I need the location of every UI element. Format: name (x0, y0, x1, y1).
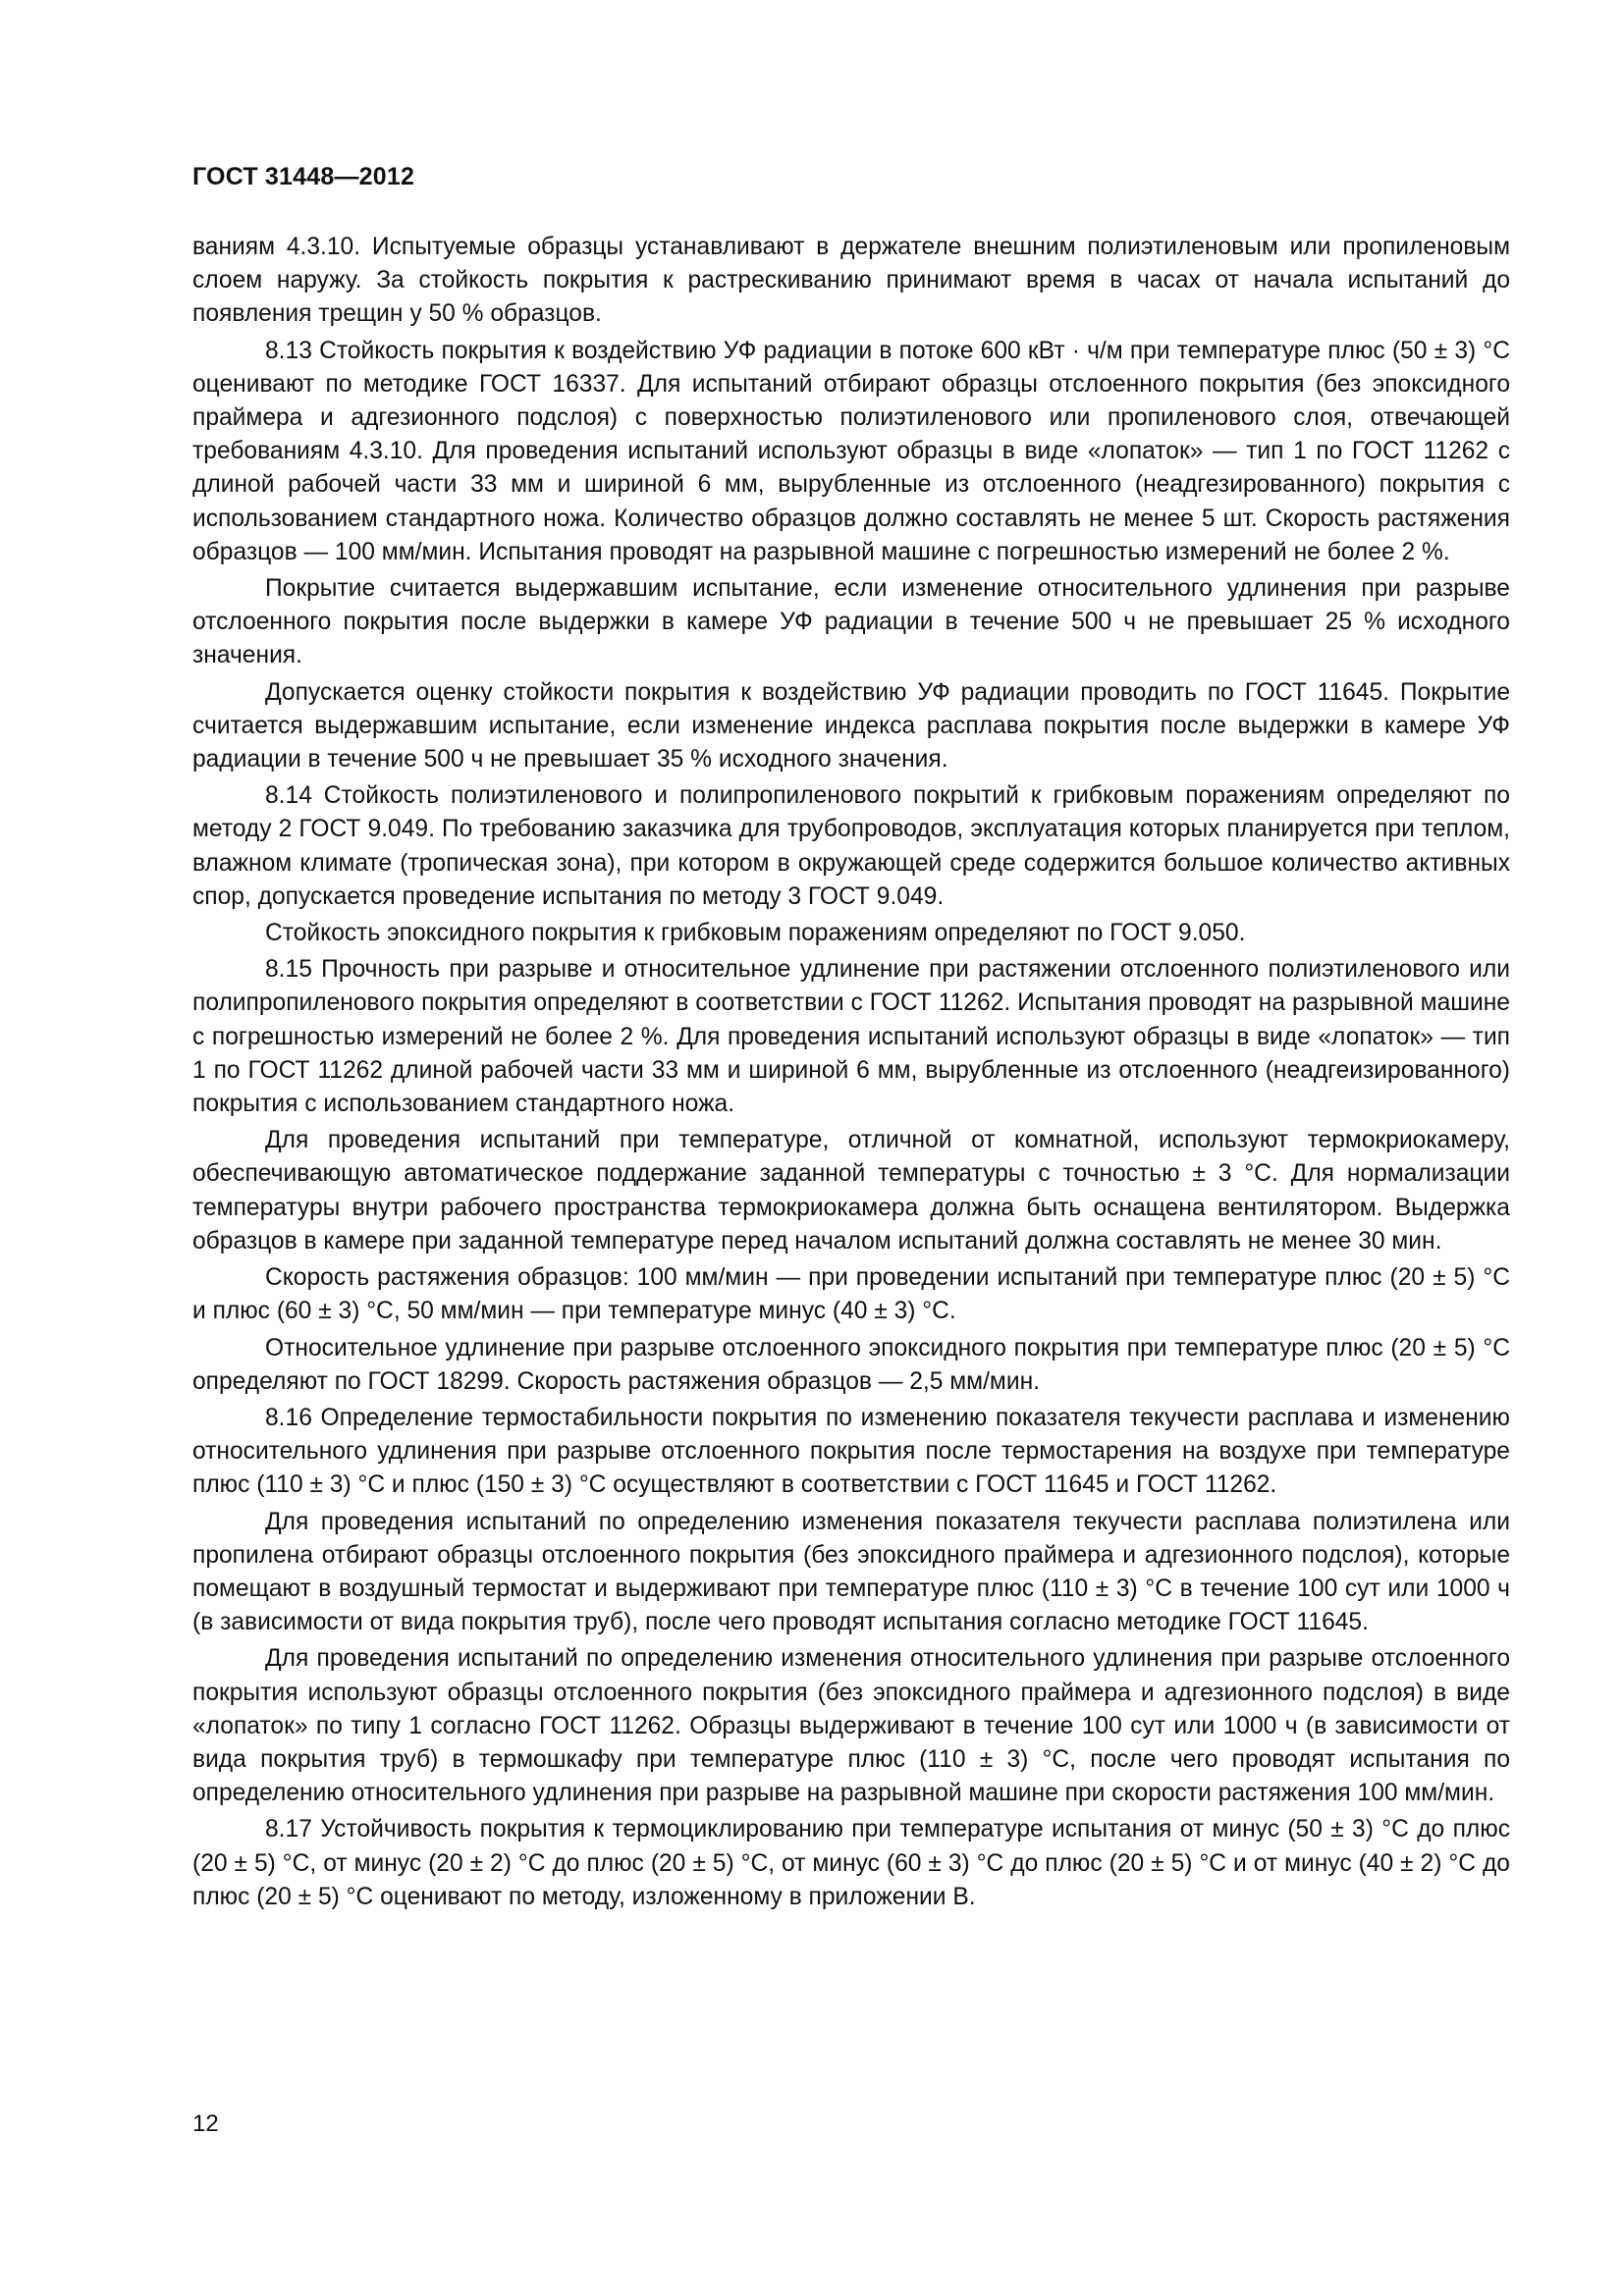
paragraph-8-15: 8.15 Прочность при разрыве и относительное удлинение при растяжении отслоенного полиэтиленового или полипропиленового покрытия определяют в соответствии с ГОСТ 11262. Испытания проводят на разрывной машине с погрешностью измерений не более 2 %. Для проведения испытаний используют образцы в виде «лопаток» — тип 1 по ГОСТ 11262 длиной рабочей части 33 мм и шириной 6 мм, вырубленные из отслоенного (неадгеизированного) покрытия с использованием стандартного ножа. (192, 956, 1510, 1118)
paragraph-elongation-test: Для проведения испытаний по определению изменения относительного удлинения при разрыве отслоенного покрытия используют образцы отслоенного покрытия (без эпоксидного праймера и адгезионного подслоя) в виде «лопаток» по типу 1 согласно ГОСТ 11262. Образцы выдерживают в течение 100 сут или 1000 ч (в зависимости от вида покрытия труб) в термошкафу при температуре плюс (110 ± 3) °С, после чего проводят испытания по определению относительного удлинения при разрыве на разрывной машине при скорости растяжения 100 мм/мин. (192, 1645, 1510, 1807)
paragraph-8-17: 8.17 Устойчивость покрытия к термоциклированию при температуре испытания от минус (50 ± 3) °С до плюс (20 ± 5) °С, от минус (20 ± 2) °С до плюс (20 ± 5) °С, от минус (60 ± 3) °С до плюс (20 ± 5) °С и от минус (40 ± 2) °С до плюс (20 ± 5) °С оценивают по методу, изложенному в приложении В. (192, 1816, 1510, 1910)
paragraph-8-14: 8.14 Стойкость полиэтиленового и полипропиленового покрытий к грибковым поражениям определяют по методу 2 ГОСТ 9.049. По требованию заказчика для трубопроводов, эксплуатация которых планируется при теплом, влажном климате (тропическая зона), при котором в окружающей среде содержится большое количество активных спор, допускается проведение испытания по методу 3 ГОСТ 9.049. (192, 782, 1510, 910)
document-header-title: ГОСТ 31448—2012 (192, 163, 415, 190)
paragraph-epoxy-fungal: Стойкость эпоксидного покрытия к грибковым поражениям определяют по ГОСТ 9.050. (265, 920, 1246, 947)
paragraph-uv-result: Покрытие считается выдержавшим испытание, если изменение относительного удлинения при разрыве отслоенного покрытия после выдержки в камере УФ радиации в течение 500 ч не превышает 25 % исходного значения. (192, 575, 1510, 669)
paragraph-8-16: 8.16 Определение термостабильности покрытия по изменению показателя текучести расплава и изменению относительного удлинения при разрыве отслоенного покрытия после термостарения на воздухе при температуре плюс (110 ± 3) °С и плюс (150 ± 3) °С осуществляют в соответствии с ГОСТ 11645 и ГОСТ 11262. (192, 1404, 1510, 1499)
document-body (192, 231, 1510, 1917)
paragraph-8-13: 8.13 Стойкость покрытия к воздействию УФ радиации в потоке 600 кВт · ч/м при температуре плюс (50 ± 3) °С оценивают по методике ГОСТ 16337. Для испытаний отбирают образцы отслоенного покрытия (без эпоксидного праймера и адгезионного подслоя) с поверхностью полиэтиленового или пропиленового слоя, отвечающей требованиям 4.3.10. Для проведения испытаний используют образцы в виде «лопаток» — тип 1 по ГОСТ 11262 с длиной рабочей части 33 мм и шириной 6 мм, вырубленные из отслоенного (неадгезированного) покрытия с использованием стандартного ножа. Количество образцов должно составлять не менее 5 шт. Скорость растяжения образцов — 100 мм/мин. Испытания проводят на разрывной машине с погрешностью измерений не более 2 %. (192, 337, 1510, 565)
page-number: 12 (192, 2110, 219, 2137)
paragraph-thermocryochamber: Для проведения испытаний при температуре, отличной от комнатной, используют термокриокамеру, обеспечивающую автоматическое поддержание заданной температуры с точностью ± 3 °С. Для нормализации температуры внутри рабочего пространства термокриокамера должна быть оснащена вентилятором. Выдержка образцов в камере при заданной температуре перед началом испытаний должна составлять не менее 30 мин. (192, 1127, 1510, 1255)
paragraph-uv-alternative: Допускается оценку стойкости покрытия к воздействию УФ радиации проводить по ГОСТ 11645. Покрытие считается выдержавшим испытание, если изменение индекса расплава покрытия после выдержки в камере УФ радиации в течение 500 ч не превышает 35 % исходного значения. (192, 678, 1510, 774)
paragraph-continuation: ваниям 4.3.10. Испытуемые образцы устанавливают в держателе внешним полиэтиленовым или пропиленовым слоем наружу. За стойкость покрытия к растрескиванию принимают время в часах от начала испытаний до появления трещин у 50 % образцов. (192, 234, 1510, 328)
paragraph-melt-flow-test: Для проведения испытаний по определению изменения показателя текучести расплава полиэтилена или пропилена отбирают образцы отслоенного покрытия (без эпоксидного праймера и адгезионного подслоя), которые помещают в воздушный термостат и выдерживают при температуре плюс (110 ± 3) °С в течение 100 сут или 1000 ч (в зависимости от вида покрытия труб), после чего проводят испытания согласно методике ГОСТ 11645. (192, 1508, 1510, 1636)
paragraph-tension-speed: Скорость растяжения образцов: 100 мм/мин — при проведении испытаний при температуре плюс (20 ± 5) °С и плюс (60 ± 3) °С, 50 мм/мин — при температуре минус (40 ± 3) °С. (192, 1264, 1510, 1325)
paragraph-epoxy-elongation: Относительное удлинение при разрыве отслоенного эпоксидного покрытия при температуре плюс (20 ± 5) °С определяют по ГОСТ 18299. Скорость растяжения образцов — 2,5 мм/мин. (192, 1334, 1510, 1395)
